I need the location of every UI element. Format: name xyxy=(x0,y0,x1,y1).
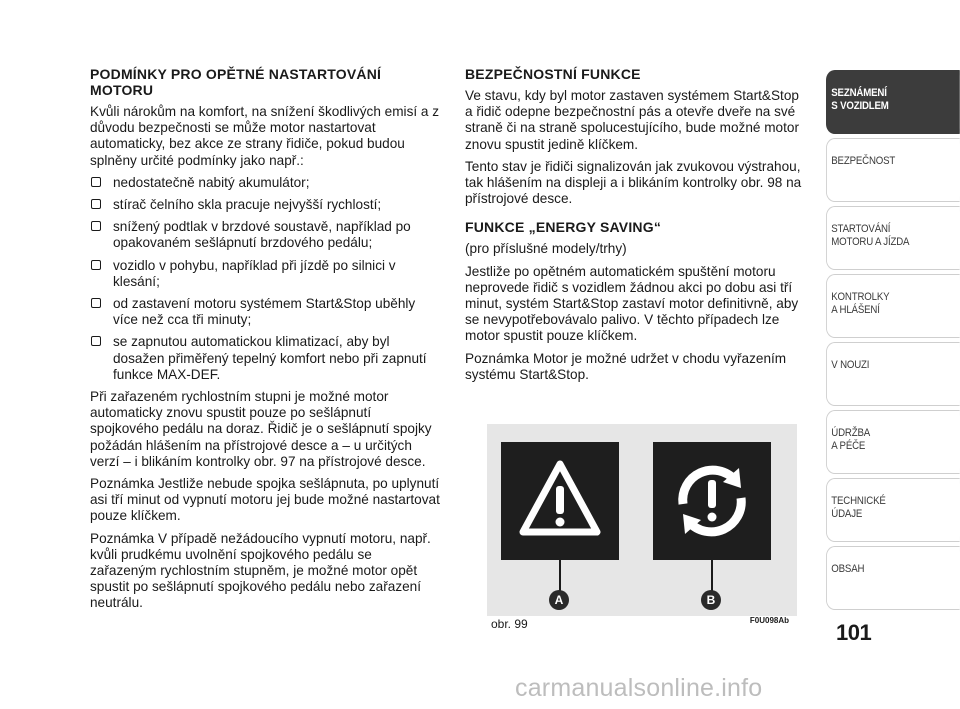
callout-a: A xyxy=(549,590,569,610)
paragraph-seatbelt-door: Ve stavu, kdy byl motor zastaven systémem Start&Stop a řidič odepne bezpečnostní pás a otevře dveře na své straně či na straně spolucestujícího, bude možné motor znovu spustit jedině klíčkem. xyxy=(465,88,799,152)
note-keep-running: Poznámka Motor je možné udržet v chodu vyřazením systému Start&Stop. xyxy=(465,350,787,382)
tab-obsah[interactable]: OBSAH xyxy=(826,546,960,610)
section-heading-restart-conditions: PODMÍNKY PRO OPĚTNÉ NASTARTOVÁNÍ MOTORU xyxy=(90,66,382,98)
start-stop-warning-icon xyxy=(653,442,771,560)
list-item: se zapnutou automatickou klimatizací, aby byl dosažen přiměřený tepelný komfort nebo při zapnutí funkce MAX-DEF. xyxy=(90,334,440,383)
checkbox-bullet-icon xyxy=(91,260,101,270)
list-item: vozidlo v pohybu, například při jízdě po silnici v klesání; xyxy=(90,258,440,290)
conditions-list xyxy=(90,175,440,383)
exclamation-warning-icon xyxy=(501,442,619,560)
tab-technicke[interactable]: TECHNICKÉ ÚDAJE xyxy=(826,478,960,542)
list-item: stírač čelního skla pracuje nejvyšší rychlostí; xyxy=(90,197,440,213)
section-subtitle: (pro příslušné modely/trhy) xyxy=(465,241,627,257)
tab-startovani[interactable]: STARTOVÁNÍ MOTORU A JÍZDA xyxy=(826,206,960,270)
list-item: od zastavení motoru systémem Start&Stop uběhly více než cca tři minuty; xyxy=(90,296,440,328)
paragraph-gear-engaged: Při zařazeném rychlostním stupni je možné motor automaticky znovu spustit pouze po sešlápnutí spojkového pedálu na doraz. Řidič je o sešlápnutí spojky požádán hlášením na přístrojové desce a – u určitých verzí – i blikáním kontrolky obr. 97 na přístrojové desce. xyxy=(90,389,432,469)
figure-caption: obr. 99 xyxy=(491,617,528,631)
tab-kontrolky[interactable]: KONTROLKY A HLÁŠENÍ xyxy=(826,274,960,338)
figure-99 xyxy=(487,424,797,634)
section-heading-energy-saving: FUNKCE „ENERGY SAVING“ xyxy=(465,219,662,236)
chapter-tabs xyxy=(826,70,960,614)
page-number: 101 xyxy=(836,620,872,645)
leader-line-b xyxy=(711,560,713,592)
checkbox-bullet-icon xyxy=(91,336,101,346)
list-item: nedostatečně nabitý akumulátor; xyxy=(90,175,440,191)
paragraph-signalling: Tento stav je řidiči signalizován jak zvukovou výstrahou, tak hlášením na displeji a i blikáním kontrolky obr. 98 na přístrojové desce. xyxy=(465,158,802,207)
tab-v-nouzi[interactable]: V NOUZI xyxy=(826,342,960,406)
warning-tile-b xyxy=(653,442,771,560)
tab-bezpecnost[interactable]: BEZPEČNOST xyxy=(826,138,960,202)
note-clutch-timeout: Poznámka Jestliže nebude spojka sešlápnuta, po uplynutí asi tří minut od vypnutí motoru jej bude možné nastartovat pouze klíčkem. xyxy=(90,476,440,524)
intro-paragraph: Kvůli nárokům na komfort, na snížení škodlivých emisí a z důvodu bezpečnosti se může motor nastartovat automaticky, bez akce ze strany řidiče, pokud budou splněny určité podmínky jako např.: xyxy=(90,104,440,168)
left-column xyxy=(90,66,440,618)
middle-column xyxy=(465,66,810,389)
figure-code: F0U098Ab xyxy=(749,616,789,625)
checkbox-bullet-icon xyxy=(91,298,101,308)
warning-tile-a xyxy=(501,442,619,560)
leader-line-a xyxy=(559,560,561,592)
checkbox-bullet-icon xyxy=(91,177,101,187)
checkbox-bullet-icon xyxy=(91,221,101,231)
checkbox-bullet-icon xyxy=(91,199,101,209)
watermark: carmanualsonline.info xyxy=(515,674,763,702)
section-heading-safety-functions: BEZPEČNOSTNÍ FUNKCE xyxy=(465,66,641,82)
tab-seznameni[interactable]: SEZNÁMENÍ S VOZIDLEM xyxy=(826,70,960,134)
paragraph-energy-saving: Jestliže po opětném automatickém spuštění motoru neprovede řidič s vozidlem žádnou akci po dobu asi tří minut, systém Start&Stop zastaví motor definitivně, aby se nevypotřebovávalo palivo. V těchto případech lze motor spustit pouze klíčkem. xyxy=(465,263,799,344)
list-item: snížený podtlak v brzdové soustavě, například po opakovaném sešlápnutí brzdového pedálu; xyxy=(90,219,440,251)
note-unwanted-stall: Poznámka V případě nežádoucího vypnutí motoru, např. kvůli prudkému uvolnění spojkového pedálu se zařazeným rychlostním stupněm, je možné motor opět spustit po sešlápnutí spojkového pedálu nebo zařazení neutrálu. xyxy=(90,530,431,611)
callout-b: B xyxy=(701,590,721,610)
tab-udrzba[interactable]: ÚDRŽBA A PÉČE xyxy=(826,410,960,474)
